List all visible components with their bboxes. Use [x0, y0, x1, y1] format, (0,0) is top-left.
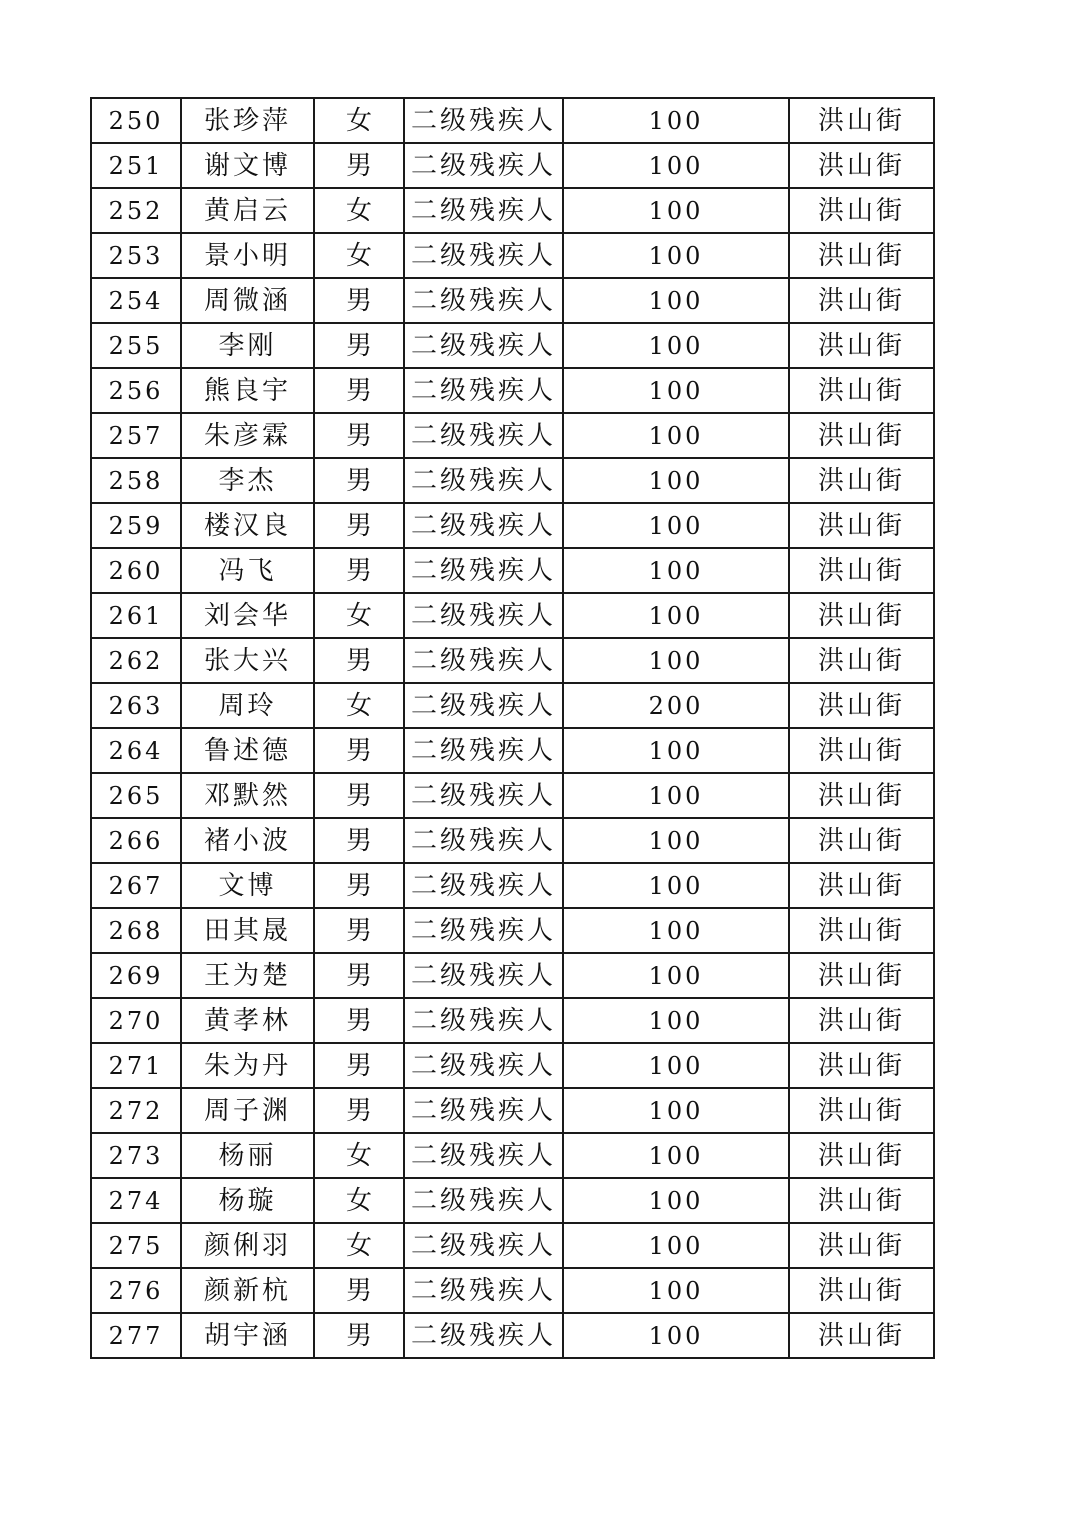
name-cell: 冯飞: [181, 548, 314, 593]
disability-level-cell: 二级残疾人: [404, 1043, 563, 1088]
name-cell: 李刚: [181, 323, 314, 368]
disability-level-cell: 二级残疾人: [404, 1133, 563, 1178]
gender-cell: 女: [314, 1223, 404, 1268]
serial-number-cell: 262: [91, 638, 181, 683]
name-cell: 鲁述德: [181, 728, 314, 773]
amount-cell: 100: [563, 1268, 789, 1313]
street-cell: 洪山街: [789, 98, 934, 143]
name-cell: 张珍萍: [181, 98, 314, 143]
table-row: [91, 548, 934, 593]
table-row: [91, 1133, 934, 1178]
amount-cell: 100: [563, 278, 789, 323]
serial-number-cell: 268: [91, 908, 181, 953]
amount-cell: 100: [563, 143, 789, 188]
disability-level-cell: 二级残疾人: [404, 998, 563, 1043]
disability-level-cell: 二级残疾人: [404, 188, 563, 233]
table-row: [91, 368, 934, 413]
gender-cell: 男: [314, 773, 404, 818]
gender-cell: 男: [314, 863, 404, 908]
gender-cell: 男: [314, 458, 404, 503]
amount-cell: 100: [563, 638, 789, 683]
disability-level-cell: 二级残疾人: [404, 908, 563, 953]
gender-cell: 男: [314, 548, 404, 593]
disability-level-cell: 二级残疾人: [404, 548, 563, 593]
name-cell: 王为楚: [181, 953, 314, 998]
gender-cell: 男: [314, 323, 404, 368]
table-row: [91, 593, 934, 638]
disability-level-cell: 二级残疾人: [404, 278, 563, 323]
table-row: [91, 98, 934, 143]
table-row: [91, 908, 934, 953]
name-cell: 文博: [181, 863, 314, 908]
street-cell: 洪山街: [789, 188, 934, 233]
disability-level-cell: 二级残疾人: [404, 953, 563, 998]
name-cell: 田其晟: [181, 908, 314, 953]
name-cell: 张大兴: [181, 638, 314, 683]
street-cell: 洪山街: [789, 1268, 934, 1313]
name-cell: 李杰: [181, 458, 314, 503]
gender-cell: 男: [314, 1268, 404, 1313]
gender-cell: 女: [314, 233, 404, 278]
gender-cell: 男: [314, 413, 404, 458]
street-cell: 洪山街: [789, 1043, 934, 1088]
recipient-table: [90, 97, 935, 1359]
street-cell: 洪山街: [789, 368, 934, 413]
gender-cell: 男: [314, 998, 404, 1043]
gender-cell: 男: [314, 1043, 404, 1088]
disability-level-cell: 二级残疾人: [404, 413, 563, 458]
amount-cell: 100: [563, 1088, 789, 1133]
disability-level-cell: 二级残疾人: [404, 323, 563, 368]
name-cell: 朱彦霖: [181, 413, 314, 458]
street-cell: 洪山街: [789, 548, 934, 593]
disability-level-cell: 二级残疾人: [404, 683, 563, 728]
table-row: [91, 638, 934, 683]
serial-number-cell: 252: [91, 188, 181, 233]
serial-number-cell: 272: [91, 1088, 181, 1133]
disability-level-cell: 二级残疾人: [404, 728, 563, 773]
serial-number-cell: 267: [91, 863, 181, 908]
serial-number-cell: 271: [91, 1043, 181, 1088]
name-cell: 楼汉良: [181, 503, 314, 548]
disability-level-cell: 二级残疾人: [404, 593, 563, 638]
serial-number-cell: 275: [91, 1223, 181, 1268]
serial-number-cell: 261: [91, 593, 181, 638]
disability-level-cell: 二级残疾人: [404, 773, 563, 818]
street-cell: 洪山街: [789, 683, 934, 728]
disability-level-cell: 二级残疾人: [404, 1088, 563, 1133]
gender-cell: 男: [314, 953, 404, 998]
gender-cell: 女: [314, 188, 404, 233]
amount-cell: 100: [563, 503, 789, 548]
gender-cell: 男: [314, 143, 404, 188]
amount-cell: 100: [563, 773, 789, 818]
name-cell: 周微涵: [181, 278, 314, 323]
street-cell: 洪山街: [789, 1313, 934, 1358]
amount-cell: 100: [563, 818, 789, 863]
name-cell: 黄孝林: [181, 998, 314, 1043]
name-cell: 杨丽: [181, 1133, 314, 1178]
amount-cell: 100: [563, 548, 789, 593]
disability-level-cell: 二级残疾人: [404, 1313, 563, 1358]
amount-cell: 100: [563, 1043, 789, 1088]
street-cell: 洪山街: [789, 863, 934, 908]
amount-cell: 100: [563, 908, 789, 953]
serial-number-cell: 250: [91, 98, 181, 143]
street-cell: 洪山街: [789, 908, 934, 953]
serial-number-cell: 269: [91, 953, 181, 998]
table-row: [91, 278, 934, 323]
table-row: [91, 1313, 934, 1358]
serial-number-cell: 265: [91, 773, 181, 818]
street-cell: 洪山街: [789, 503, 934, 548]
disability-level-cell: 二级残疾人: [404, 818, 563, 863]
amount-cell: 100: [563, 413, 789, 458]
amount-cell: 100: [563, 1223, 789, 1268]
amount-cell: 100: [563, 1178, 789, 1223]
street-cell: 洪山街: [789, 1133, 934, 1178]
street-cell: 洪山街: [789, 323, 934, 368]
street-cell: 洪山街: [789, 953, 934, 998]
amount-cell: 100: [563, 593, 789, 638]
gender-cell: 男: [314, 503, 404, 548]
name-cell: 景小明: [181, 233, 314, 278]
gender-cell: 男: [314, 638, 404, 683]
disability-level-cell: 二级残疾人: [404, 98, 563, 143]
disability-level-cell: 二级残疾人: [404, 638, 563, 683]
amount-cell: 100: [563, 1133, 789, 1178]
street-cell: 洪山街: [789, 1223, 934, 1268]
street-cell: 洪山街: [789, 458, 934, 503]
street-cell: 洪山街: [789, 1178, 934, 1223]
gender-cell: 男: [314, 728, 404, 773]
amount-cell: 100: [563, 458, 789, 503]
name-cell: 谢文博: [181, 143, 314, 188]
disability-level-cell: 二级残疾人: [404, 458, 563, 503]
serial-number-cell: 270: [91, 998, 181, 1043]
table-row: [91, 413, 934, 458]
disability-level-cell: 二级残疾人: [404, 1223, 563, 1268]
amount-cell: 100: [563, 953, 789, 998]
serial-number-cell: 251: [91, 143, 181, 188]
table-row: [91, 953, 934, 998]
table-row: [91, 188, 934, 233]
serial-number-cell: 253: [91, 233, 181, 278]
gender-cell: 女: [314, 1178, 404, 1223]
serial-number-cell: 257: [91, 413, 181, 458]
serial-number-cell: 259: [91, 503, 181, 548]
gender-cell: 男: [314, 908, 404, 953]
table-row: [91, 683, 934, 728]
serial-number-cell: 273: [91, 1133, 181, 1178]
street-cell: 洪山街: [789, 233, 934, 278]
disability-level-cell: 二级残疾人: [404, 863, 563, 908]
table-row: [91, 323, 934, 368]
table-row: [91, 1268, 934, 1313]
gender-cell: 女: [314, 1133, 404, 1178]
table-row: [91, 1043, 934, 1088]
table-row: [91, 458, 934, 503]
name-cell: 黄启云: [181, 188, 314, 233]
amount-cell: 100: [563, 368, 789, 413]
name-cell: 胡宇涵: [181, 1313, 314, 1358]
table-row: [91, 1088, 934, 1133]
street-cell: 洪山街: [789, 773, 934, 818]
disability-level-cell: 二级残疾人: [404, 1178, 563, 1223]
serial-number-cell: 266: [91, 818, 181, 863]
disability-level-cell: 二级残疾人: [404, 503, 563, 548]
street-cell: 洪山街: [789, 1088, 934, 1133]
disability-level-cell: 二级残疾人: [404, 368, 563, 413]
gender-cell: 男: [314, 818, 404, 863]
serial-number-cell: 276: [91, 1268, 181, 1313]
street-cell: 洪山街: [789, 413, 934, 458]
name-cell: 颜俐羽: [181, 1223, 314, 1268]
table-row: [91, 863, 934, 908]
disability-level-cell: 二级残疾人: [404, 233, 563, 278]
table-row: [91, 998, 934, 1043]
street-cell: 洪山街: [789, 143, 934, 188]
gender-cell: 女: [314, 98, 404, 143]
table-row: [91, 1223, 934, 1268]
amount-cell: 100: [563, 323, 789, 368]
serial-number-cell: 256: [91, 368, 181, 413]
name-cell: 周玲: [181, 683, 314, 728]
serial-number-cell: 264: [91, 728, 181, 773]
table-row: [91, 503, 934, 548]
table-row: [91, 773, 934, 818]
street-cell: 洪山街: [789, 593, 934, 638]
name-cell: 邓默然: [181, 773, 314, 818]
amount-cell: 200: [563, 683, 789, 728]
table-row: [91, 818, 934, 863]
amount-cell: 100: [563, 1313, 789, 1358]
name-cell: 朱为丹: [181, 1043, 314, 1088]
name-cell: 颜新杭: [181, 1268, 314, 1313]
table-row: [91, 1178, 934, 1223]
table-row: [91, 143, 934, 188]
serial-number-cell: 274: [91, 1178, 181, 1223]
table-row: [91, 728, 934, 773]
serial-number-cell: 263: [91, 683, 181, 728]
name-cell: 刘会华: [181, 593, 314, 638]
amount-cell: 100: [563, 98, 789, 143]
gender-cell: 女: [314, 683, 404, 728]
name-cell: 杨璇: [181, 1178, 314, 1223]
table-body: [91, 98, 934, 1358]
gender-cell: 男: [314, 278, 404, 323]
amount-cell: 100: [563, 998, 789, 1043]
street-cell: 洪山街: [789, 278, 934, 323]
disability-level-cell: 二级残疾人: [404, 143, 563, 188]
name-cell: 周子渊: [181, 1088, 314, 1133]
amount-cell: 100: [563, 863, 789, 908]
name-cell: 熊良宇: [181, 368, 314, 413]
amount-cell: 100: [563, 233, 789, 278]
street-cell: 洪山街: [789, 998, 934, 1043]
disability-level-cell: 二级残疾人: [404, 1268, 563, 1313]
serial-number-cell: 277: [91, 1313, 181, 1358]
table-row: [91, 233, 934, 278]
street-cell: 洪山街: [789, 728, 934, 773]
gender-cell: 女: [314, 593, 404, 638]
serial-number-cell: 258: [91, 458, 181, 503]
gender-cell: 男: [314, 1088, 404, 1133]
amount-cell: 100: [563, 728, 789, 773]
name-cell: 褚小波: [181, 818, 314, 863]
serial-number-cell: 254: [91, 278, 181, 323]
gender-cell: 男: [314, 368, 404, 413]
amount-cell: 100: [563, 188, 789, 233]
gender-cell: 男: [314, 1313, 404, 1358]
serial-number-cell: 255: [91, 323, 181, 368]
serial-number-cell: 260: [91, 548, 181, 593]
street-cell: 洪山街: [789, 818, 934, 863]
street-cell: 洪山街: [789, 638, 934, 683]
